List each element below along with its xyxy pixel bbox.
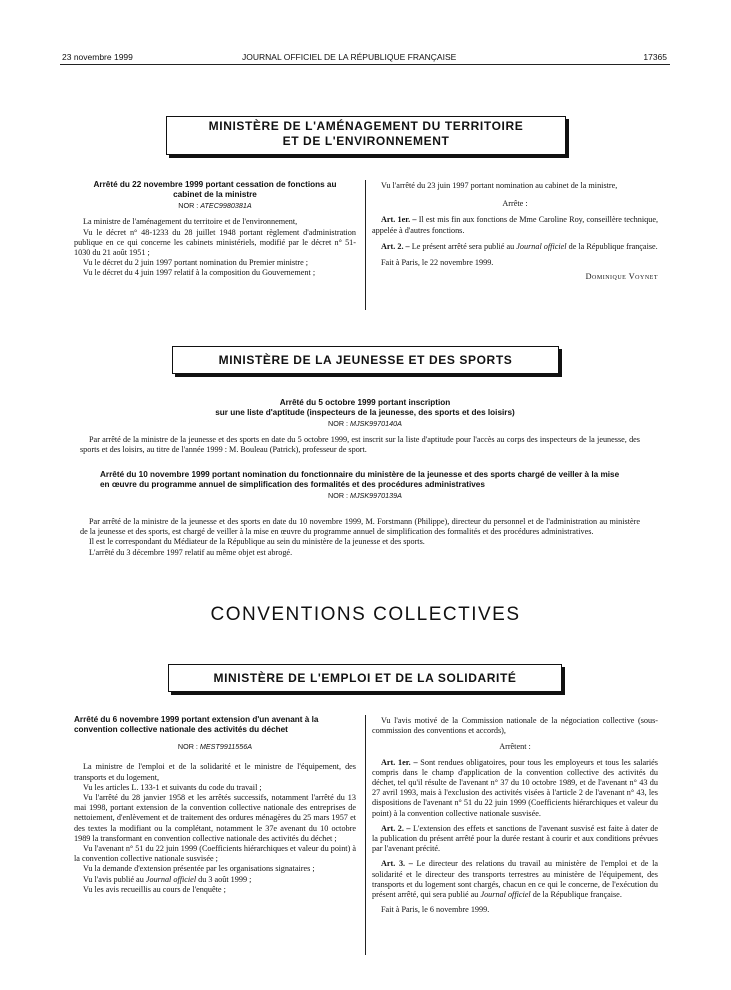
paragraph: L'arrêté du 3 décembre 1997 relatif au même objet est abrogé. [89,547,293,557]
paragraph: Vu l'arrêté du 28 janvier 1958 et les arrêtés successifs, notamment l'arrêté du 13 mai 1998, portant extension de la convention collective nationale des entreprises de nettoiement, d'enlèvement et de traitement des ordures ménagères du 25 mars 1957 et des textes la modifiant ou la complétant, notamment le 37e avenant du 10 octobre 1989 la transformant en convention collective nationale des activités du déchet ; [74,793,356,843]
nor-reference [100,491,630,500]
nor-code: ATEC9980381A [200,201,252,211]
signature: Dominique Voynet [585,272,658,282]
decree1-title-line1: Arrêté du 5 octobre 1999 portant inscription [279,398,451,407]
nor-label: NOR : [178,201,199,211]
decree2-text-block [80,517,640,558]
paragraph: Vu l'avenant n° 51 du 22 juin 1999 (Coefficients hiérarchiques et valeur du point) à la convention collective nationale susvisée ; [74,844,356,864]
article-text: de la République française. [532,890,622,900]
paragraph: Vu la demande d'extension présentée par les organisations signataires ; [83,864,315,874]
nor-label: NOR : [328,419,348,429]
paragraph: Vu le décret n° 48-1233 du 28 juillet 1948 portant règlement d'administration publique en ce qui concerne les cabinets ministériels, modifié par le décret n° 51-1030 du 21 août 1951 ; [74,227,356,257]
decree2-title: Arrêté du 10 novembre 1999 portant nomination du fonctionnaire du ministère de la jeunesse et des sports chargé de veiller à la mise en œuvre du programme annuel de simplification des formalités et des procédures administratives [100,470,620,489]
text: du 3 août 1999 ; [198,874,252,884]
column-divider [365,715,366,955]
conventions-heading: CONVENTIONS COLLECTIVES [210,604,521,625]
ministry-title: MINISTÈRE DE LA JEUNESSE ET DES SPORTS [218,353,513,367]
text: Vu l'avis publié au [83,874,144,884]
article-label: Art. 1er. – [381,757,418,767]
article-text: Sont rendues obligatoires, pour tous les employeurs et tous les salariés compris dans le champ d'application de la convention collective des activités du déchet, tel qu'il résulte de l'avenant n° 37 du 10 octobre 1989, et de l'avenant n° 43 du 27 avril 1993, mais à l'exclusion des activités visées à l'article 2 de l'avenant n° 43, les dispositions de l'avenant n° 51 du 22 juin 1999 (Coefficients hiérarchiques et valeur du point) à la convention collective nationale susvisée. [372,757,658,818]
nor-reference [74,201,356,211]
paragraph: La ministre de l'aménagement du territoire et de l'environnement, [83,217,298,227]
page-number: 17365 [643,52,667,62]
article-2 [372,824,658,855]
section1-left-column [74,180,356,279]
nor-code: MJSK9970139A [350,491,402,501]
nor-code: MJSK9970140A [350,419,402,429]
paragraph: Vu le décret du 2 juin 1997 portant nomination du Premier ministre ; [83,258,309,268]
nor-code: MESТ9911556A [199,742,253,752]
paragraph: Il est le correspondant du Médiateur de la République au sein du ministère de la jeunesse et des sports. [89,537,425,547]
paragraph: Vu le décret du 4 juin 1997 relatif à la composition du Gouvernement ; [83,268,316,278]
signature-place-date: Fait à Paris, le 6 novembre 1999. [381,905,490,915]
decree-title: Arrêté du 22 novembre 1999 portant cessation de fonctions au cabinet de la ministre [93,180,337,199]
paragraph: Par arrêté de la ministre de la jeunesse et des sports en date du 5 octobre 1999, est inscrit sur la liste d'aptitude pour l'accès au corps des inspecteurs de la jeunesse, des sports et des loisirs, au titre de l'année 1999 : M. Bouleau (Patrick), professeur de sport. [80,435,640,455]
paragraph: Vu les articles L. 133-1 et suivants du code du travail ; [83,782,262,792]
nor-label: NOR : [328,491,348,501]
article-1 [372,758,658,819]
journal-title: JOURNAL OFFICIEL DE LA RÉPUBLIQUE FRANÇAISE [242,52,457,62]
section1-right-column [372,181,658,282]
arrete-heading: Arrête : [502,199,528,209]
column-divider [365,180,366,310]
article-3 [372,859,658,900]
nor-reference [80,419,650,428]
section3-left-column [74,715,356,895]
signature-place-date: Fait à Paris, le 22 novembre 1999. [381,258,494,268]
nor-label: NOR : [177,742,198,752]
section3-right-column [372,716,658,915]
ministry-box-emploi [168,664,562,692]
decree1-title-line2: sur une liste d'aptitude (inspecteurs de la jeunesse, des sports et des loisirs) [215,407,515,417]
arretent-heading: Arrêtent : [499,742,531,752]
decree1-text-block [80,435,640,455]
article-label: Art. 2. – [381,241,410,251]
nor-reference [74,742,356,752]
ministry-title-line2: ET DE L'ENVIRONNEMENT [282,134,450,148]
article-label: Art. 3. – [381,859,413,869]
paragraph [74,875,356,885]
journal-reference: Journal officiel [516,241,567,251]
journal-reference: Journal officiel [480,890,531,900]
paragraph: Par arrêté de la ministre de la jeunesse et des sports en date du 10 novembre 1999, M. Forstmann (Philippe), directeur du personnel et de l'administration au ministère de la jeunesse et des sports, est chargé de veiller à la mise en œuvre du programme annuel de simplification des formalités et des procédures administratives. [80,517,640,537]
article-label: Art. 2. – [381,823,411,833]
paragraph: Vu les avis recueillis au cours de l'enquête ; [83,884,226,894]
article-text: Il est mis fin aux fonctions de Mme Caroline Roy, conseillère technique, appelée à d'autres fonctions. [372,215,659,235]
paragraph: Vu l'arrêté du 23 juin 1997 portant nomination au cabinet de la ministre, [381,181,618,190]
article-1 [372,215,658,235]
article-text: de la République française. [568,241,658,251]
article-text: Le directeur des relations du travail au ministère de l'emploi et de la solidarité et le directeur des transports terrestres au ministère de l'équipement, des transports et du logement sont chargés, chacun en ce qui le concerne, de l'exécution du présent arrêté, qui sera publié au [372,859,658,900]
page-date: 23 novembre 1999 [62,52,133,62]
ministry-title: MINISTÈRE DE L'EMPLOI ET DE LA SOLIDARITÉ [213,671,517,685]
article-text: Le présent arrêté sera publié au [411,241,515,251]
ministry-title-line1: MINISTÈRE DE L'AMÉNAGEMENT DU TERRITOIRE [208,119,524,133]
ministry-box-amenagement [166,116,566,155]
article-text: L'extension des effets et sanctions de l'avenant susvisé est faite à dater de la publication du présent arrêté pour la durée restant à courir et aux conditions prévues par l'avenant précité. [372,823,659,854]
article-label: Art. 1er. – [381,215,417,225]
ministry-box-jeunesse [172,346,559,374]
decree1-block [80,398,650,434]
decree2-block [100,470,630,506]
journal-reference: Journal officiel [145,874,197,884]
paragraph: La ministre de l'emploi et de la solidarité et le ministre de l'équipement, des transports et du logement, [74,762,356,782]
header-rule [60,64,670,65]
paragraph: Vu l'avis motivé de la Commission nationale de la négociation collective (sous-commission des conventions et accords), [372,716,658,736]
decree-title: Arrêté du 6 novembre 1999 portant extension d'un avenant à la convention collective nationale des activités du déchet [74,715,319,734]
article-2 [372,242,658,252]
